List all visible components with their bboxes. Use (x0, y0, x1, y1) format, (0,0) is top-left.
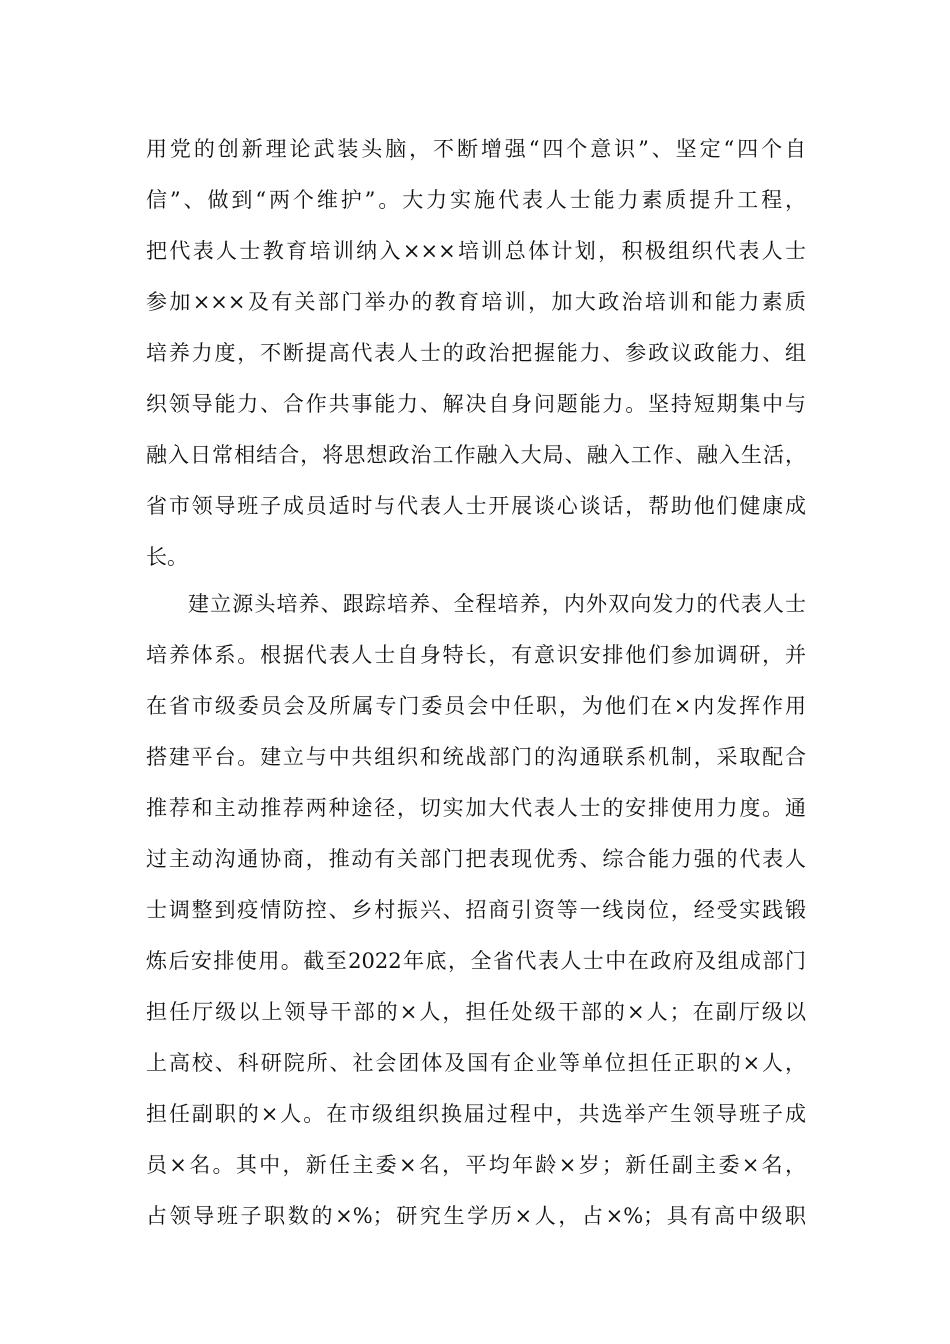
text-line: 过主动沟通协商，推动有关部门把表现优秀、综合能力强的代表人 (146, 847, 806, 871)
text-line: 长。 (146, 545, 188, 569)
text-line: 上高校、科研院所、社会团体及国有企业等单位担任正职的×人， (146, 1051, 806, 1075)
paragraph-1 (146, 124, 806, 583)
text-line: 担任副职的×人。在市级组织换届过程中，共选举产生领导班子成 (146, 1102, 806, 1126)
text-line: 搭建平台。建立与中共组织和统战部门的沟通联系机制，采取配合 (146, 745, 806, 769)
text-line: 培养体系。根据代表人士自身特长，有意识安排他们参加调研，并 (146, 643, 806, 667)
text-line: 省市领导班子成员适时与代表人士开展谈心谈话，帮助他们健康成 (146, 494, 806, 518)
text-line: 员×名。其中，新任主委×名，平均年龄×岁；新任副主委×名， (146, 1153, 806, 1177)
text-line: 信”、做到“两个维护”。大力实施代表人士能力素质提升工程， (146, 188, 806, 212)
text-line: 推荐和主动推荐两种途径，切实加大代表人士的安排使用力度。通 (146, 796, 806, 820)
text-line: 培养力度，不断提高代表人士的政治把握能力、参政议政能力、组 (146, 341, 806, 365)
text-line: 融入日常相结合，将思想政治工作融入大局、融入工作、融入生活， (146, 443, 806, 467)
text-line: 参加×××及有关部门举办的教育培训，加大政治培训和能力素质 (146, 290, 806, 314)
text-line: 织领导能力、合作共事能力、解决自身问题能力。坚持短期集中与 (146, 392, 806, 416)
text-line: 在省市级委员会及所属专门委员会中任职，为他们在×内发挥作用 (146, 694, 806, 718)
text-line: 担任厅级以上领导干部的×人，担任处级干部的×人；在副厅级以 (146, 1000, 806, 1024)
text-line: 士调整到疫情防控、乡村振兴、招商引资等一线岗位，经受实践锻 (146, 898, 806, 922)
paragraph-2 (146, 579, 806, 1242)
text-line: 炼后安排使用。截至2022年底，全省代表人士中在政府及组成部门 (146, 949, 806, 973)
text-line: 建立源头培养、跟踪培养、全程培养，内外双向发力的代表人士 (188, 592, 806, 616)
text-line: 占领导班子职数的×%；研究生学历×人，占×%；具有高中级职 (146, 1204, 806, 1228)
text-line: 用党的创新理论武装头脑，不断增强“四个意识”、坚定“四个自 (146, 137, 806, 161)
text-line: 把代表人士教育培训纳入×××培训总体计划，积极组织代表人士 (146, 239, 806, 263)
